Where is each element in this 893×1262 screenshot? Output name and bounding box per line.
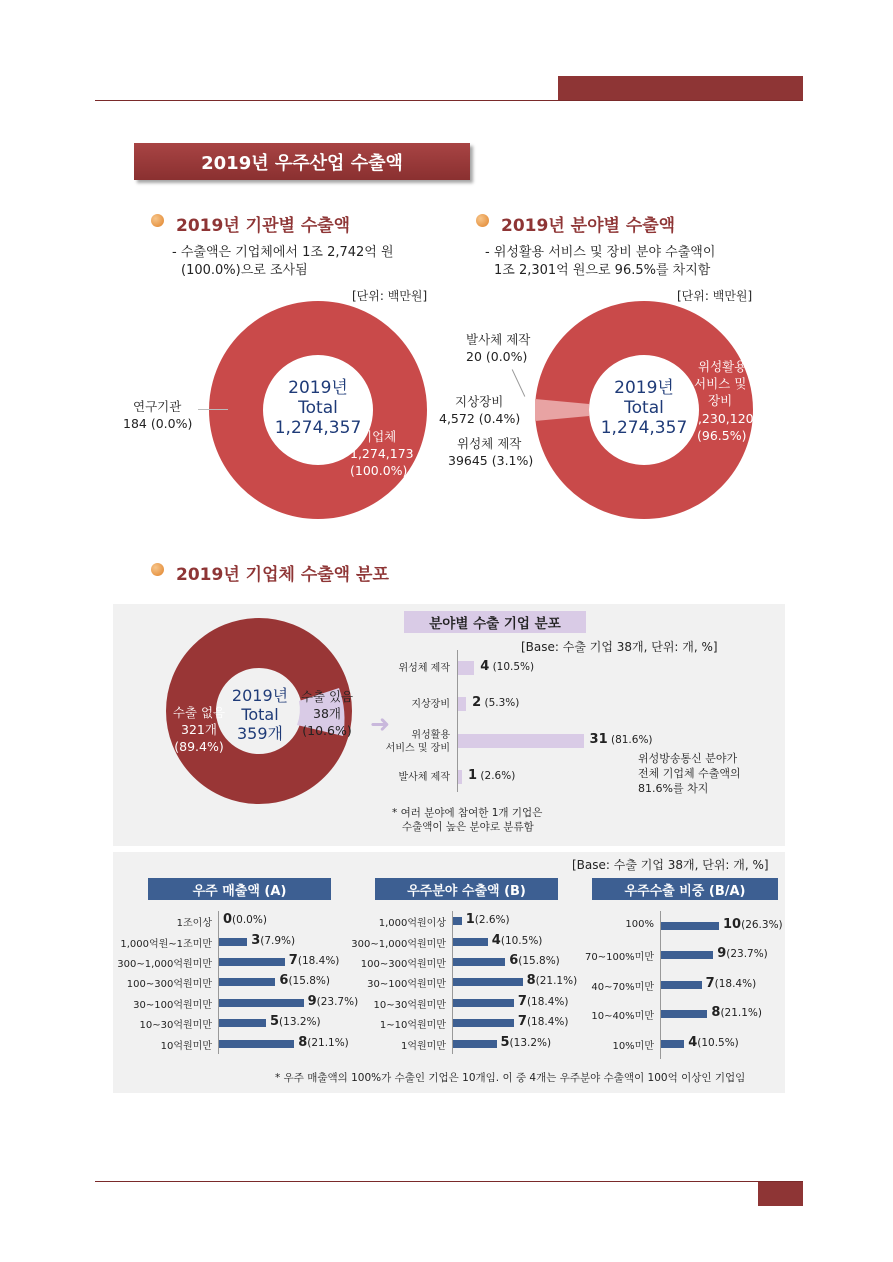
bar-value-label <box>723 917 783 932</box>
dist-bar <box>458 770 462 784</box>
bar-value-label <box>711 1005 762 1020</box>
dist-count: 4 <box>480 659 490 674</box>
section1-desc-line1: - 수출액은 기업체에서 1조 2,742억 원 <box>172 245 394 260</box>
bar <box>661 1040 684 1048</box>
bar-value-label <box>251 933 295 948</box>
bar-charts-base: [Base: 수출 기업 38개, 단위: 개, %] <box>572 858 769 872</box>
dist-category-label <box>370 662 450 675</box>
donut2-center-total: Total <box>624 398 664 418</box>
bar <box>219 1040 294 1048</box>
bar-pct: (18.4%) <box>526 995 569 1008</box>
dist-category-label <box>370 771 450 784</box>
bar <box>453 1019 514 1027</box>
dist-count: 31 <box>589 732 608 747</box>
bar-pct: (0.0%) <box>232 914 267 927</box>
bar-count: 0 <box>223 912 233 928</box>
label-sat-name: 위성체 제작 <box>457 436 522 451</box>
label-no-export-line1: 수출 없음 <box>172 705 226 720</box>
bar-count: 5 <box>500 1034 510 1050</box>
bar <box>219 938 247 946</box>
bar <box>453 1040 497 1048</box>
section1-unit: [단위: 백만원] <box>352 289 428 303</box>
bullet-icon <box>476 214 489 227</box>
footer-rule <box>95 1181 803 1182</box>
dist-count: 1 <box>468 768 478 783</box>
bar-pct: (2.6%) <box>474 914 510 927</box>
section1-title: 2019년 기관별 수출액 <box>176 216 351 236</box>
bar-count: 7 <box>517 1014 527 1030</box>
bar-pct: (15.8%) <box>288 975 330 988</box>
footer-accent-block <box>758 1182 803 1206</box>
bar-charts-footnote: * 우주 매출액의 100%가 수출인 기업은 10개임. 이 중 4개는 우주분야 수출액이 100억 이상인 기업임 <box>275 1072 746 1084</box>
section2-title: 2019년 분야별 수출액 <box>501 216 676 236</box>
bar-count: 9 <box>307 993 317 1009</box>
label-research-value: 184 (0.0%) <box>123 416 193 431</box>
bar-count: 4 <box>688 1034 698 1050</box>
dist-value-label <box>480 659 534 674</box>
bar-count: 5 <box>270 1014 280 1030</box>
bar-pct: (18.4%) <box>714 977 757 990</box>
bar-value-label <box>717 946 768 961</box>
bar-category-label: 30~100억원미만 <box>133 999 212 1011</box>
bar <box>453 978 523 986</box>
label-company-pct: (100.0%) <box>350 463 408 478</box>
label-service-pct: (96.5%) <box>697 428 747 443</box>
label-service-line2: 서비스 및 <box>694 376 747 391</box>
bar-category-label: 70~100%미만 <box>584 952 654 964</box>
bar-category-label: 40~70%미만 <box>591 981 654 993</box>
bar-pct: (23.7%) <box>316 995 359 1008</box>
bullet-icon <box>151 563 164 576</box>
bar-count: 4 <box>491 932 501 948</box>
bar-count: 6 <box>279 973 289 989</box>
label-export-line1: 수출 있음 <box>300 689 354 704</box>
bar-count: 8 <box>526 973 536 989</box>
dist-category-line1: 발사체 제작 <box>398 772 450 783</box>
leader-line <box>198 409 228 410</box>
label-no-export-line2: 321개 <box>181 722 217 737</box>
bar-count: 7 <box>705 975 715 991</box>
label-ground-name: 지상장비 <box>455 394 504 409</box>
dist-pct: (10.5%) <box>489 661 535 673</box>
label-service-line3: 장비 <box>708 393 733 408</box>
label-service-line1: 위성활용 <box>698 359 747 374</box>
bar-pct: (26.3%) <box>741 918 783 931</box>
bar <box>453 999 514 1007</box>
bar-category-label: 10~30억원미만 <box>139 1020 212 1032</box>
dist-category-line1: 위성체 제작 <box>398 663 450 674</box>
bar-category-label: 300~1,000억원미만 <box>117 959 212 970</box>
dist-note-line3: 81.6%를 차지 <box>638 782 709 795</box>
dist-category-line1: 위성활용 <box>411 730 450 741</box>
label-ground-value: 4,572 (0.4%) <box>439 411 521 426</box>
bar-category-label: 1억원미만 <box>400 1040 446 1052</box>
bar-category-label: 100~300억원미만 <box>360 959 446 970</box>
donut1-center-value: 1,274,357 <box>274 418 362 438</box>
bar-pct: (13.2%) <box>279 1016 321 1029</box>
label-research-name: 연구기관 <box>133 399 182 414</box>
dist-pct: (2.6%) <box>477 770 516 782</box>
dist-note-line1: 위성방송통신 분야가 <box>638 752 738 765</box>
bar-value-label <box>688 1035 739 1050</box>
label-sat-value: 39645 (3.1%) <box>448 453 534 468</box>
bar <box>453 917 462 925</box>
bar <box>453 938 488 946</box>
bar-count: 3 <box>251 932 261 948</box>
bar-category-label: 100~300억원미만 <box>126 979 212 991</box>
header-accent-block <box>558 76 803 100</box>
bar <box>453 958 505 966</box>
dist-footnote-line1: * 여러 분야에 참여한 1개 기업은 <box>392 807 543 819</box>
donut2-center-value: 1,274,357 <box>600 418 688 438</box>
dist-note-line2: 전체 기업체 수출액의 <box>638 767 741 780</box>
bar <box>219 1019 266 1027</box>
label-service-value: 1,230,120 <box>690 411 754 426</box>
label-launch-value: 20 (0.0%) <box>466 349 528 364</box>
bar-category-label: 1,000억원~1조미만 <box>120 938 212 950</box>
donut3-center-value: 359개 <box>237 724 283 743</box>
label-no-export-line3: (89.4%) <box>174 739 224 754</box>
label-company-name: 기업체 <box>360 429 397 444</box>
bar-value-label <box>270 1014 321 1029</box>
dist-bar <box>458 734 584 748</box>
bar-category-label: 10~40%미만 <box>591 1011 654 1023</box>
dist-value-label <box>590 732 653 747</box>
bar-category-label: 100% <box>625 918 654 930</box>
bar <box>661 922 719 930</box>
label-export-line3: (10.6%) <box>302 723 352 738</box>
donut2-center-year: 2019년 <box>614 378 674 398</box>
dist-title: 분야별 수출 기업 분포 <box>404 611 586 633</box>
bar-count: 7 <box>517 993 527 1009</box>
bar-value-label <box>466 912 510 927</box>
bar-count: 8 <box>711 1005 721 1021</box>
donut1-center-total: Total <box>298 398 338 418</box>
bar-pct: (13.2%) <box>509 1036 552 1049</box>
section2-desc-line1: - 위성활용 서비스 및 장비 분야 수출액이 <box>485 245 716 260</box>
label-launch-name: 발사체 제작 <box>466 332 531 347</box>
bar-count: 7 <box>288 953 298 968</box>
chartA-title: 우주 매출액 (A) <box>148 878 331 900</box>
bar-value-label <box>223 912 267 927</box>
bar-category-label: 1,000억원이상 <box>378 918 446 930</box>
bar-category-label: 1조이상 <box>176 918 212 930</box>
chartC-title: 우주수출 비중 (B/A) <box>592 878 778 900</box>
dist-count: 2 <box>472 695 482 710</box>
bar <box>661 1010 707 1018</box>
dist-bar <box>458 661 474 675</box>
dist-value-label <box>472 695 519 710</box>
bar-pct: (21.1%) <box>720 1007 762 1020</box>
bar-count: 9 <box>717 946 727 962</box>
label-export-line2: 38개 <box>313 706 341 721</box>
bar <box>661 981 702 989</box>
bar-category-label: 300~1,000억원미만 <box>351 938 446 950</box>
bar-pct: (7.9%) <box>260 934 296 947</box>
bar-category-label: 1~10억원미만 <box>379 1020 446 1032</box>
bar-pct: (21.1%) <box>535 975 578 988</box>
dist-base: [Base: 수출 기업 38개, 단위: 개, %] <box>521 640 718 654</box>
bar-pct: (15.8%) <box>518 955 560 967</box>
dist-category-line1: 지상장비 <box>411 699 450 710</box>
dist-category-label <box>370 698 450 711</box>
bar-category-label: 10~30억원미만 <box>373 999 446 1011</box>
bar-category-label: 10%미만 <box>612 1040 654 1052</box>
arrow-right-icon: ➜ <box>370 710 391 738</box>
bar-pct: (10.5%) <box>697 1036 739 1049</box>
donut3-center-total: Total <box>241 705 279 724</box>
bar-pct: (23.7%) <box>726 948 768 961</box>
dist-pct: (81.6%) <box>607 734 653 746</box>
bar-count: 1 <box>465 912 475 928</box>
section2-desc-line2: 1조 2,301억 원으로 96.5%를 차지함 <box>494 263 711 278</box>
bar-value-label <box>706 976 757 991</box>
bar <box>219 978 275 986</box>
section1-desc-line2: (100.0%)으로 조사됨 <box>181 263 308 278</box>
bar-pct: (18.4%) <box>526 1016 569 1029</box>
bullet-icon <box>151 214 164 227</box>
dist-value-label <box>468 768 515 783</box>
dist-bar <box>458 697 466 711</box>
donut3-center-year: 2019년 <box>231 686 289 705</box>
bar-category-label: 30~100억원미만 <box>367 979 446 991</box>
dist-category-label <box>370 729 450 755</box>
dist-category-line2: 서비스 및 장비 <box>385 743 450 754</box>
bar-count: 8 <box>298 1034 308 1050</box>
header-rule <box>95 100 803 101</box>
page-title: 2019년 우주산업 수출액 <box>134 143 470 180</box>
bar-value-label <box>492 933 543 948</box>
label-company-value: 1,274,173 <box>350 446 414 461</box>
bar <box>219 999 304 1007</box>
donut1-center-year: 2019년 <box>288 378 348 398</box>
bar-pct: (10.5%) <box>500 934 543 947</box>
dist-footnote-line2: 수출액이 높은 분야로 분류함 <box>402 821 534 833</box>
bar-count: 10 <box>723 916 742 932</box>
section3-title: 2019년 기업체 수출액 분포 <box>176 565 389 585</box>
chartB-title: 우주분야 수출액 (B) <box>375 878 558 900</box>
bar-pct: (18.4%) <box>297 955 340 967</box>
bar-pct: (21.1%) <box>307 1036 349 1049</box>
dist-pct: (5.3%) <box>481 697 520 709</box>
bar <box>219 958 285 966</box>
section2-unit: [단위: 백만원] <box>677 289 753 303</box>
bar <box>661 951 713 959</box>
bar-count: 6 <box>509 953 519 968</box>
bar-category-label: 10억원미만 <box>160 1040 212 1052</box>
